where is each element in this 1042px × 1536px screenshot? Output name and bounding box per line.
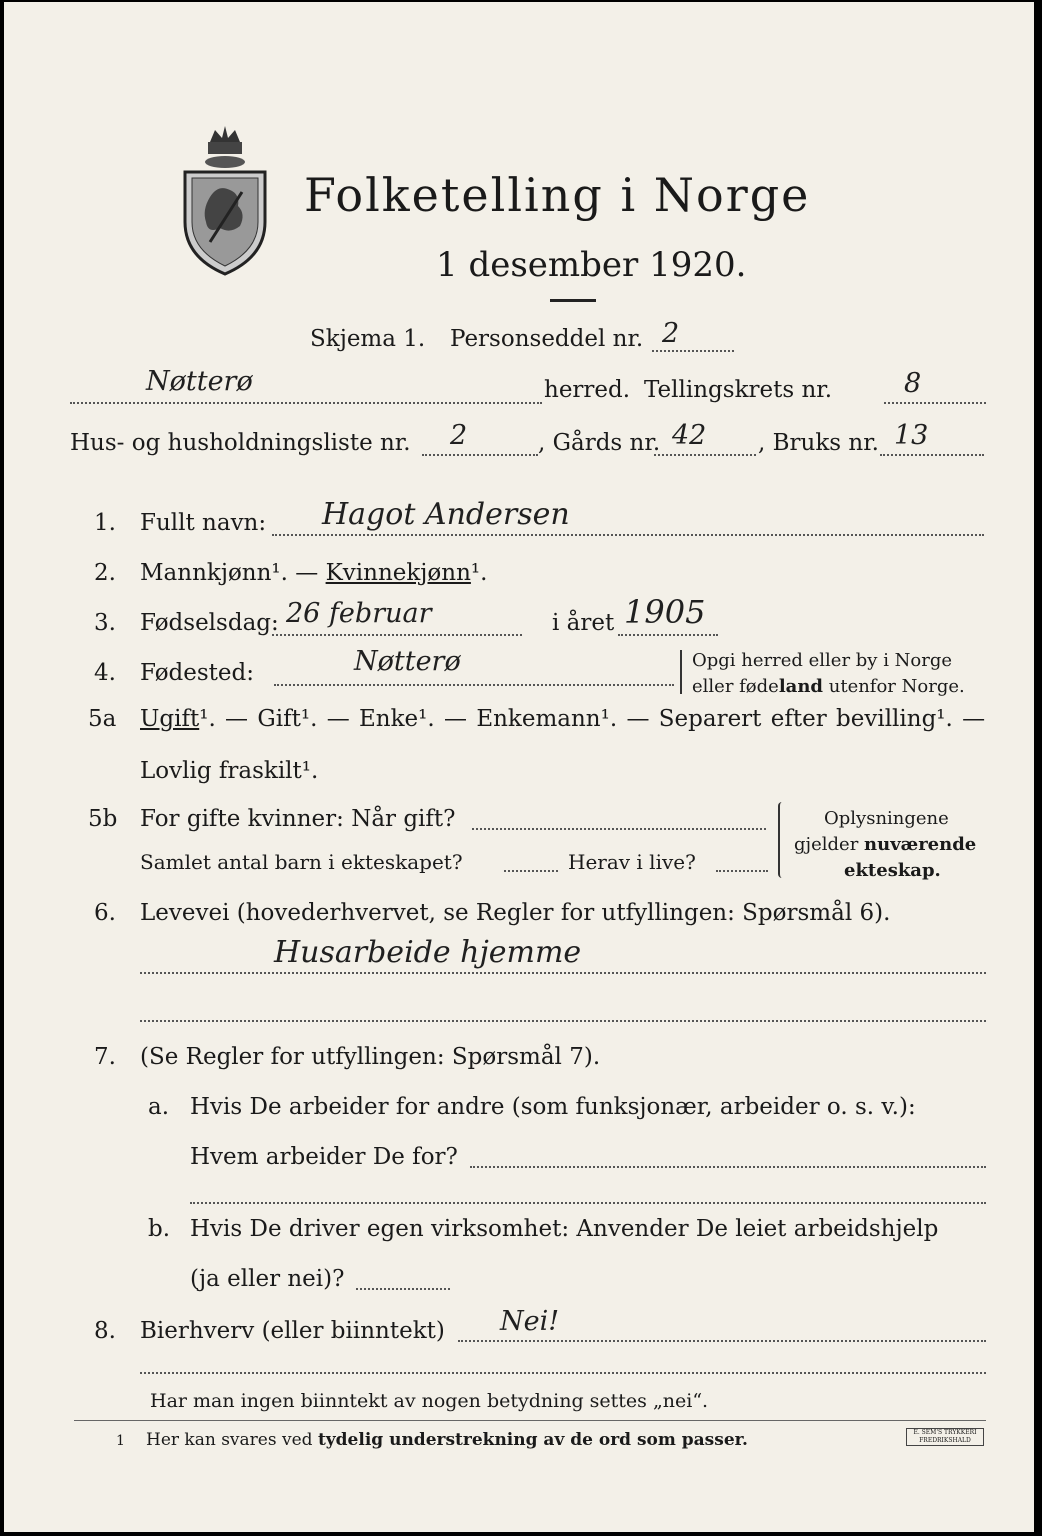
q7-number: 7. xyxy=(94,1044,116,1070)
q3-label: Fødselsdag: xyxy=(140,610,279,636)
q8-value: Nei! xyxy=(500,1306,560,1337)
q2-mann: Mannkjønn¹. — xyxy=(140,560,319,586)
q4-line xyxy=(274,684,674,686)
q8-label: Bierhverv (eller biinntekt) xyxy=(140,1318,445,1344)
footnote-text xyxy=(146,1432,748,1449)
q5a-ugift: Ugift xyxy=(140,706,200,732)
footnote-number: 1 xyxy=(116,1433,125,1449)
q5b-note-3: ekteskap. xyxy=(844,860,941,881)
personseddel-line xyxy=(652,350,734,352)
footnote-b: tydelig understrekning av de ord som passer. xyxy=(317,1430,748,1450)
q4-note-2 xyxy=(692,678,965,696)
q8-line-2 xyxy=(140,1372,986,1374)
q5b-note-2b: nuværende xyxy=(864,834,977,855)
q2-label xyxy=(140,562,487,585)
q6-line-1 xyxy=(140,972,986,974)
q4-note-2b: land xyxy=(778,676,824,697)
husliste-label: Hus- og husholdningsliste nr. xyxy=(70,430,411,456)
q6-value: Husarbeide hjemme xyxy=(274,935,582,970)
q7b-line-1: Hvis De driver egen virksomhet: Anvender De leiet arbeidshjelp xyxy=(190,1216,939,1242)
tellingskrets-label: Tellingskrets nr. xyxy=(644,377,833,403)
herred-label: herred. xyxy=(544,377,631,403)
gards-nr: 42 xyxy=(672,420,707,451)
personseddel-nr: 2 xyxy=(662,318,680,349)
q5b-note-2 xyxy=(794,836,976,854)
q7b-line-answer xyxy=(356,1288,450,1290)
q5b-line-2a: Samlet antal barn i ekteskapet? xyxy=(140,850,463,874)
q5b-live-line xyxy=(716,870,768,872)
personseddel-label: Personseddel nr. xyxy=(450,326,644,352)
q2-number: 2. xyxy=(94,560,116,586)
q3-year-label: i året xyxy=(552,610,615,636)
q1-line xyxy=(272,534,984,536)
q5b-note-1: Oplysningene xyxy=(824,808,949,829)
tellingskrets-line xyxy=(884,402,986,404)
q5a-options xyxy=(140,708,985,731)
q5a-number: 5a xyxy=(88,706,117,732)
q4-note-2c: utenfor Norge. xyxy=(823,676,965,697)
q6-line-2 xyxy=(140,1020,986,1022)
q4-label: Fødested: xyxy=(140,660,255,686)
q3-date-line xyxy=(272,634,522,636)
q7b-line-2: (ja eller nei)? xyxy=(190,1266,345,1292)
footnote-divider xyxy=(74,1420,986,1421)
q1-value: Hagot Andersen xyxy=(322,497,570,532)
q7a-line-2: Hvem arbeider De for? xyxy=(190,1144,458,1170)
skjema-label: Skjema 1. xyxy=(310,326,426,352)
gards-label: , Gårds nr. xyxy=(538,430,661,456)
q5b-note-2a: gjelder xyxy=(794,834,865,855)
q3-number: 3. xyxy=(94,610,116,636)
title-divider xyxy=(550,299,596,302)
nei-note: Har man ingen biinntekt av nogen betydning settes „nei“. xyxy=(150,1390,709,1412)
q5b-line-2b: Herav i live? xyxy=(568,850,696,874)
census-form xyxy=(4,2,1034,1532)
q4-brace xyxy=(680,650,688,694)
q4-number: 4. xyxy=(94,660,116,686)
q8-line-1 xyxy=(458,1340,986,1342)
q7a-line-1: Hvis De arbeider for andre (som funksjonær, arbeider o. s. v.): xyxy=(190,1094,916,1120)
herred-line xyxy=(70,402,542,404)
footnote-a: Her kan svares ved xyxy=(146,1430,318,1450)
q1-label: Fullt navn: xyxy=(140,510,267,536)
q6-number: 6. xyxy=(94,900,116,926)
bruks-line xyxy=(880,454,984,456)
q7-label: (Se Regler for utfyllingen: Spørsmål 7). xyxy=(140,1044,601,1070)
husliste-line xyxy=(422,454,538,456)
gards-line xyxy=(654,454,756,456)
q3-value: 26 februar xyxy=(286,598,432,629)
q5b-barn-line xyxy=(504,870,558,872)
q7a-line-answer-2 xyxy=(190,1202,986,1204)
q7a-number: a. xyxy=(148,1094,170,1120)
norway-coat-of-arms-icon xyxy=(180,122,270,277)
q2-suffix: ¹. xyxy=(470,560,488,586)
tellingskrets-nr: 8 xyxy=(904,368,922,399)
q6-label: Levevei (hovederhvervet, se Regler for utfyllingen: Spørsmål 6). xyxy=(140,900,891,926)
q4-note-1: Opgi herred eller by i Norge xyxy=(692,650,953,671)
q5b-number: 5b xyxy=(88,806,118,832)
q5b-line-1: For gifte kvinner: Når gift? xyxy=(140,806,456,832)
q2-kvinne: Kvinnekjønn xyxy=(325,560,471,586)
bruks-nr: 13 xyxy=(894,420,929,451)
q7a-line-answer-1 xyxy=(470,1166,986,1168)
census-date: 1 desember 1920. xyxy=(436,245,747,285)
q7b-number: b. xyxy=(148,1216,171,1242)
form-title: Folketelling i Norge xyxy=(304,168,811,222)
q5a-line-2: Lovlig fraskilt¹. xyxy=(140,758,319,784)
q3-year-line xyxy=(618,634,718,636)
q5b-brace xyxy=(778,802,786,878)
herred-value: Nøtterø xyxy=(146,366,253,397)
q4-note-2a: eller føde xyxy=(692,676,779,697)
printer-stamp: E. SEM'S TRYKKERI FREDRIKSHALD xyxy=(906,1428,984,1446)
husliste-nr: 2 xyxy=(450,420,468,451)
q4-value: Nøtterø xyxy=(354,646,461,677)
q1-number: 1. xyxy=(94,510,116,536)
q5b-gift-line xyxy=(472,828,766,830)
bruks-label: , Bruks nr. xyxy=(758,430,879,456)
q5a-rest: ¹. — Gift¹. — Enke¹. — Enkemann¹. — Separert efter bevilling¹. — xyxy=(199,706,986,732)
q3-year-value: 1905 xyxy=(624,593,706,631)
q8-number: 8. xyxy=(94,1318,116,1344)
